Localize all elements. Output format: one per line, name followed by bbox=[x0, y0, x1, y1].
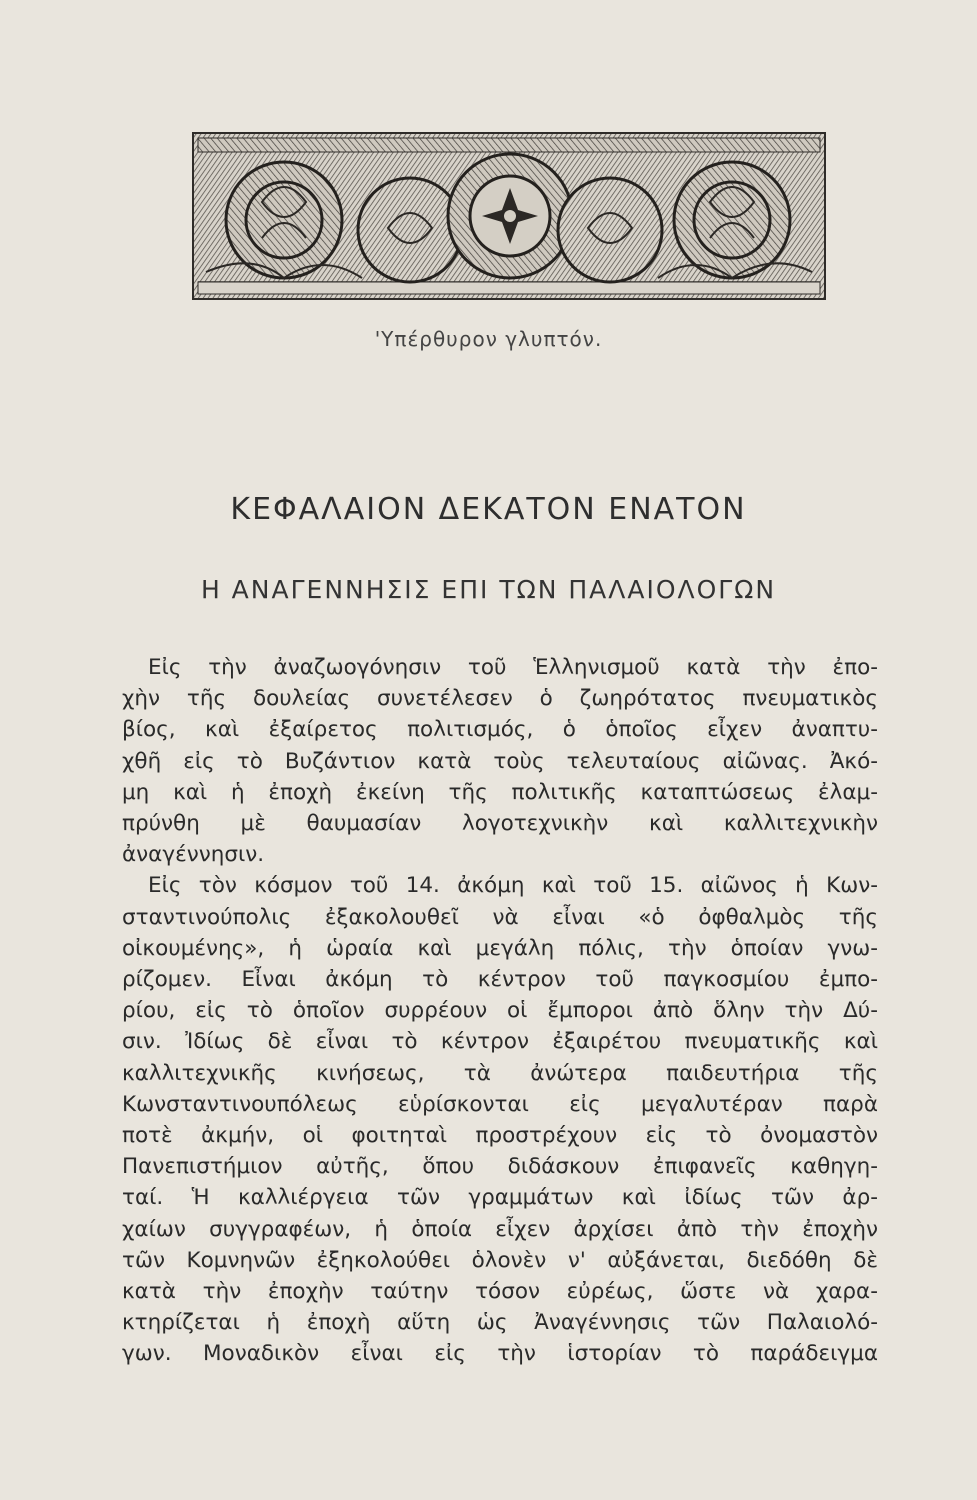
paragraph bbox=[122, 870, 878, 1369]
body-text bbox=[122, 652, 878, 1370]
text-line: πρύνθη μὲ θαυμασίαν λογοτεχνικὴν καὶ καλλιτεχνικὴν bbox=[122, 811, 878, 837]
text-line: σιν. Ἰδίως δὲ εἶναι τὸ κέντρον ἐξαιρέτου πνευματικῆς καὶ bbox=[122, 1029, 878, 1055]
carved-lintel-ornament-icon bbox=[192, 132, 826, 300]
text-line: χαίων συγγραφέων, ἡ ὁποία εἶχεν ἀρχίσει ἀπὸ τὴν ἐποχὴν bbox=[122, 1216, 878, 1242]
section-title: Η ΑΝΑΓΕΝΝΗΣΙΣ ΕΠΙ ΤΩΝ ΠΑΛΑΙΟΛΟΓΩΝ bbox=[200, 575, 777, 604]
text-line: ποτὲ ἀκμήν, οἱ φοιτηταὶ προστρέχουν εἰς τὸ ὀνομαστὸν bbox=[122, 1123, 878, 1149]
text-line: ταί. Ἡ καλλιέργεια τῶν γραμμάτων καὶ ἰδίως τῶν ἀρ- bbox=[122, 1185, 878, 1211]
text-line: οἰκουμένης», ἡ ὡραία καὶ μεγάλη πόλις, τὴν ὁποίαν γνω- bbox=[122, 935, 878, 961]
paragraph bbox=[122, 652, 878, 870]
text-line: τῶν Κομνηνῶν ἐξηκολούθει ὁλονὲν ν' αὐξάνεται, διεδόθη δὲ bbox=[122, 1247, 878, 1273]
text-line: γων. Μοναδικὸν εἶναι εἰς τὴν ἱστορίαν τὸ παράδειγμα bbox=[122, 1341, 878, 1367]
text-line: βίος, καὶ ἐξαίρετος πολιτισμός, ὁ ὁποῖος εἶχεν ἀναπτυ- bbox=[122, 717, 878, 743]
figure-caption: 'Υπέρθυρον γλυπτόν. bbox=[374, 327, 603, 351]
chapter-title: ΚΕΦΑΛΑΙΟΝ ΔΕΚΑΤΟΝ ΕΝΑΤΟΝ bbox=[230, 492, 747, 527]
text-line: καλλιτεχνικῆς κινήσεως, τὰ ἀνώτερα παιδευτήρια τῆς bbox=[122, 1060, 878, 1086]
text-line: σταντινούπολις ἐξακολουθεῖ νὰ εἶναι «ὁ ὀφθαλμὸς τῆς bbox=[122, 904, 878, 930]
text-line: Εἰς τὴν ἀναζωογόνησιν τοῦ Ἑλληνισμοῦ κατὰ τὴν ἐπο- bbox=[148, 655, 878, 680]
text-line: Κωνσταντινουπόλεως εὑρίσκονται εἰς μεγαλυτέραν παρὰ bbox=[122, 1091, 878, 1117]
text-line: ἀναγέννησιν. bbox=[122, 842, 265, 868]
text-line: κτηρίζεται ἡ ἐποχὴ αὕτη ὡς Ἀναγέννησις τῶν Παλαιολό- bbox=[122, 1310, 878, 1336]
text-line: κατὰ τὴν ἐποχὴν ταύτην τόσον εὐρέως, ὥστε νὰ χαρα- bbox=[122, 1279, 878, 1305]
text-line: χθῆ εἰς τὸ Βυζάντιον κατὰ τοὺς τελευταίους αἰῶνας. Ἀκό- bbox=[122, 748, 878, 774]
text-line: Εἰς τὸν κόσμον τοῦ 14. ἀκόμη καὶ τοῦ 15. αἰῶνος ἡ Κων- bbox=[148, 873, 878, 899]
text-line: ρίου, εἰς τὸ ὁποῖον συρρέουν οἱ ἔμποροι ἀπὸ ὅλην τὴν Δύ- bbox=[122, 998, 878, 1024]
text-line: ρίζομεν. Εἶναι ἀκόμη τὸ κέντρον τοῦ παγκοσμίου ἐμπο- bbox=[122, 967, 878, 993]
text-line: μη καὶ ἡ ἐποχὴ ἐκείνη τῆς πολιτικῆς καταπτώσεως ἐλαμ- bbox=[122, 779, 878, 805]
text-line: Πανεπιστήμιον αὐτῆς, ὅπου διδάσκουν ἐπιφανεῖς καθηγη- bbox=[122, 1154, 878, 1180]
text-line: χὴν τῆς δουλείας συνετέλεσεν ὁ ζωηρότατος πνευματικὸς bbox=[122, 686, 878, 712]
